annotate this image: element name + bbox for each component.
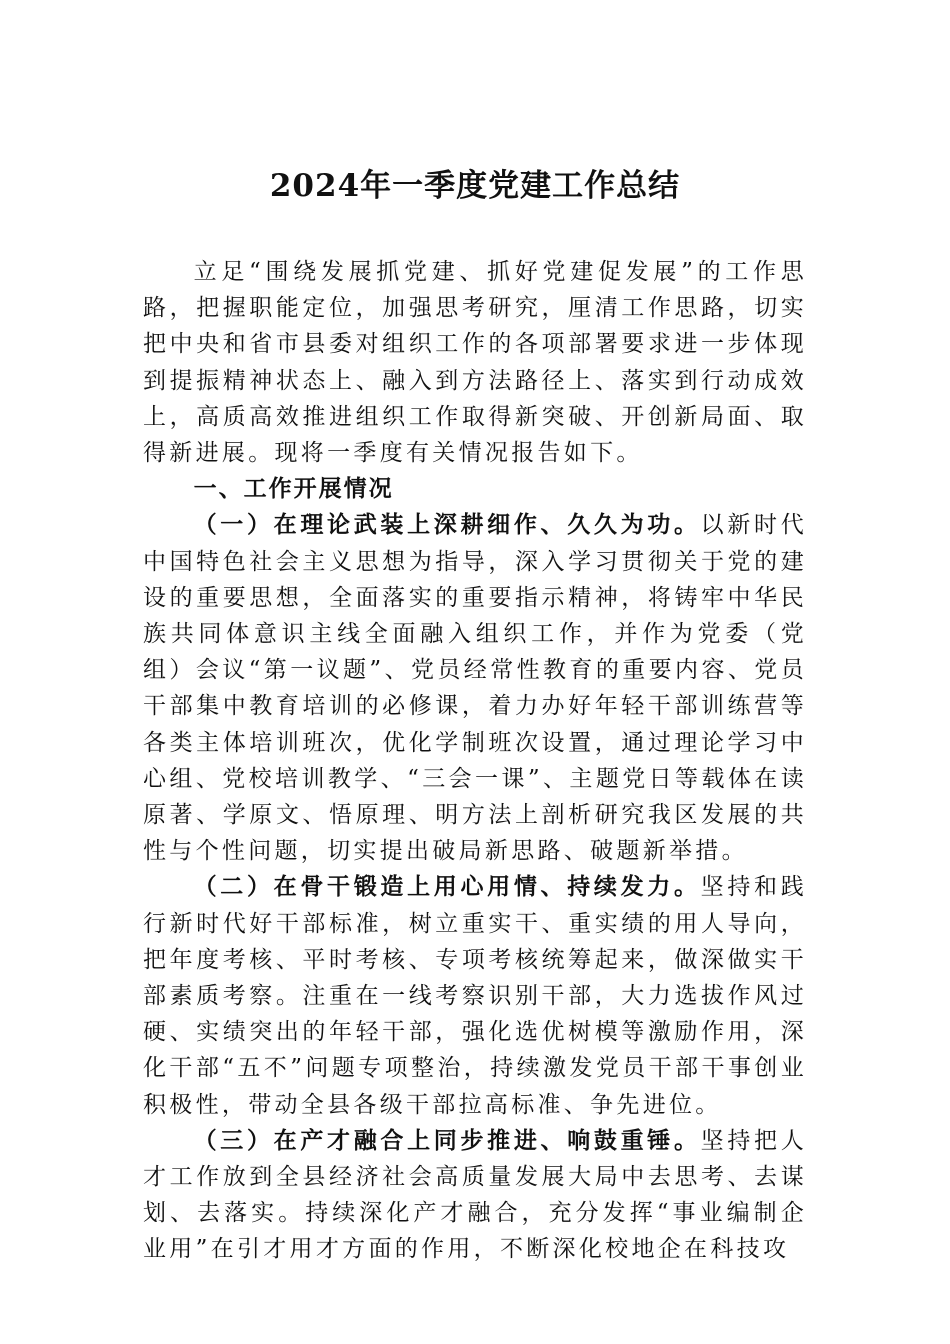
item-text: 坚持把人才工作放到全县经济社会高质量发展大局中去思考、去谋划、去落实。持续深化产才融合，充分发挥“事业编制企业用”在引才用才方面的作用，不断深化校地企在科技攻 xyxy=(143,1127,807,1263)
document-title: 2024年一季度党建工作总结 xyxy=(269,168,681,204)
item-lead: （一）在理论武装上深耕细作、久久为功。 xyxy=(193,511,701,539)
item-paragraph-2 xyxy=(143,869,807,1122)
item-lead: （二）在骨干锻造上用心用情、持续发力。 xyxy=(193,873,701,901)
item-text: 坚持和践行新时代好干部标准，树立重实干、重实绩的用人导向，把年度考核、平时考核、专项考核统筹起来，做深做实干部素质考察。注重在一线考察识别干部，大力选拔作风过硬、实绩突出的年轻干部，强化选优树模等激励作用，深化干部“五不”问题专项整治，持续激发党员干部干事创业积极性，带动全县各级干部拉高标准、争先进位。 xyxy=(143,874,807,1118)
item-paragraph-3 xyxy=(143,1123,807,1268)
section-heading: 一、工作开展情况 xyxy=(193,475,394,503)
item-text: 以新时代中国特色社会主义思想为指导，深入学习贯彻关于党的建设的重要思想，全面落实的重要指示精神，将铸牢中华民族共同体意识主线全面融入组织工作，并作为党委（党组）会议“第一议题”、党员经常性教育的重要内容、党员干部集中教育培训的必修课，着力办好年轻干部训练营等各类主体培训班次，优化学制班次设置，通过理论学习中心组、党校培训教学、“三会一课”、主题党日等载体在读原著、学原文、悟原理、明方法上剖析研究我区发展的共性与个性问题，切实提出破局新思路、破题新举措。 xyxy=(143,512,807,865)
document-body xyxy=(143,254,807,1268)
intro-paragraph: 立足“围绕发展抓党建、抓好党建促发展”的工作思路，把握职能定位，加强思考研究，厘清工作思路，切实把中央和省市县委对组织工作的各项部署要求进一步体现到提振精神状态上、融入到方法路径上、落实到行动成效上，高质高效推进组织工作取得新突破、开创新局面、取得新进展。现将一季度有关情况报告如下。 xyxy=(143,259,807,467)
item-lead: （三）在产才融合上同步推进、响鼓重锤。 xyxy=(193,1126,701,1154)
item-paragraph-1 xyxy=(143,507,807,869)
